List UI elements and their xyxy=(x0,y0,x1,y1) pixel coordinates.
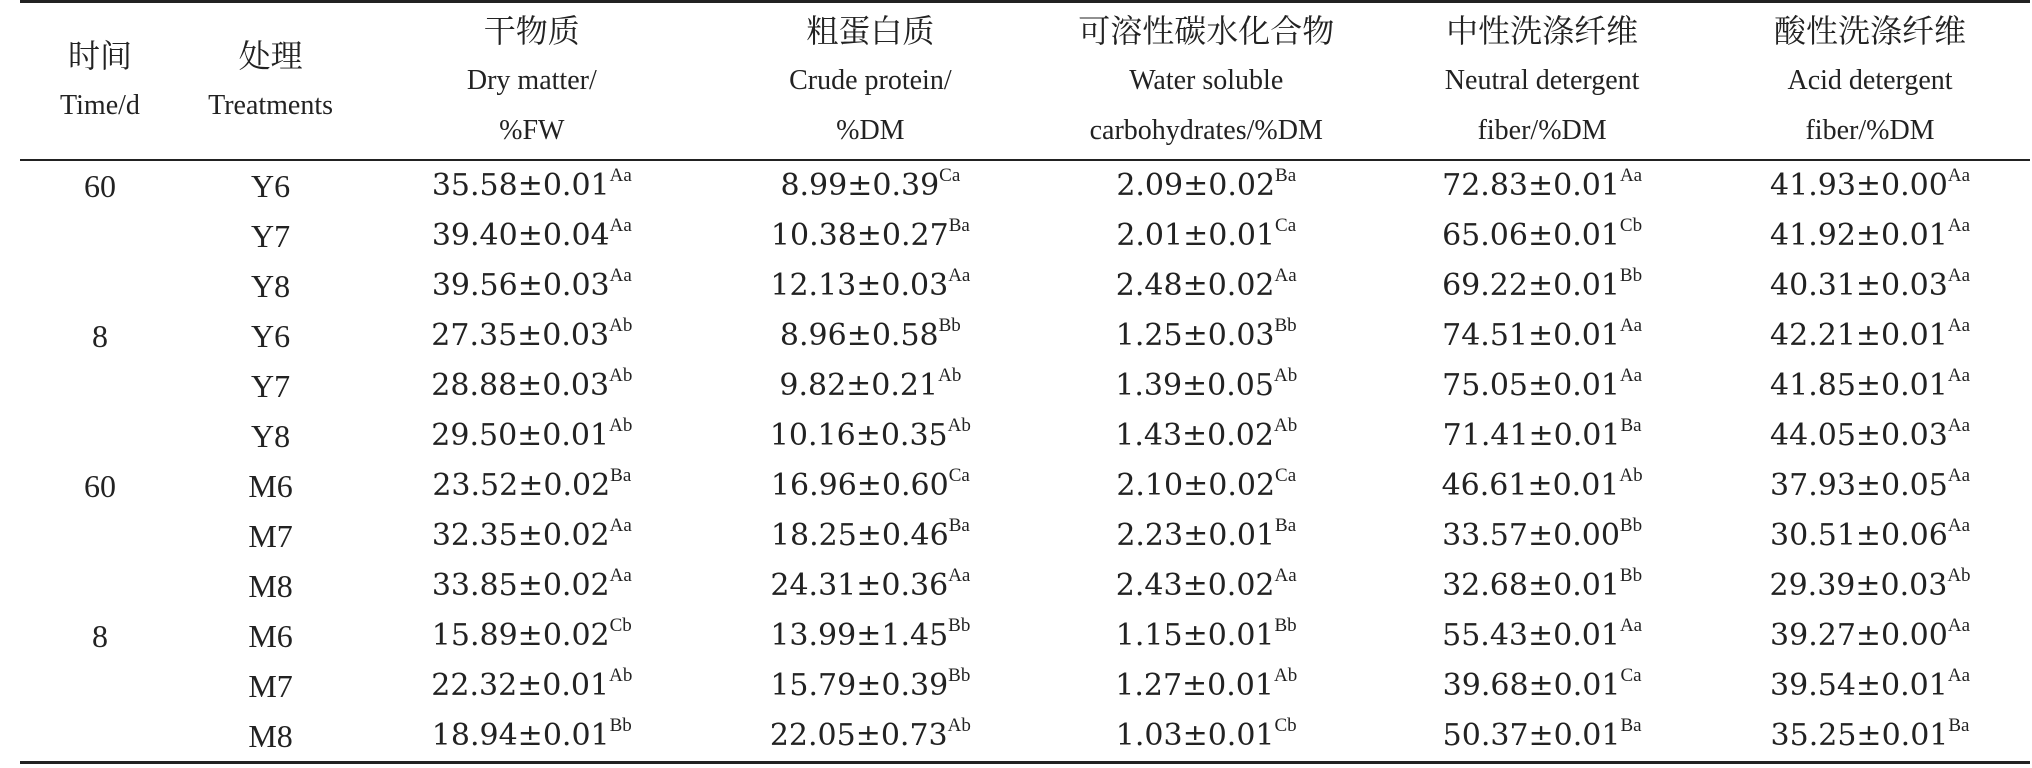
significance-letters: Ca xyxy=(1275,214,1297,236)
cell-ndf xyxy=(1374,561,1710,611)
significance-letters: Aa xyxy=(609,214,632,236)
cell-value: 15.89±0.02 xyxy=(431,617,610,653)
significance-letters: Aa xyxy=(948,564,971,586)
cell-dm xyxy=(361,711,702,763)
cell-wsc xyxy=(1038,661,1374,711)
cell-value: 2.09±0.02 xyxy=(1116,167,1276,203)
header-ndf-unit: fiber/%DM xyxy=(1477,114,1607,146)
header-crude-protein xyxy=(702,2,1038,160)
cell-wsc xyxy=(1038,311,1374,361)
cell-value: 24.31±0.36 xyxy=(770,567,949,603)
cell-wsc xyxy=(1038,611,1374,661)
header-dm-unit: %FW xyxy=(499,114,565,146)
cell-value: 32.68±0.01 xyxy=(1442,567,1620,603)
cell-treatment: M7 xyxy=(248,517,293,554)
significance-letters: Aa xyxy=(1274,264,1297,286)
significance-letters: Cb xyxy=(609,614,632,636)
cell-adf xyxy=(1710,511,2030,561)
cell-adf xyxy=(1710,160,2030,211)
cell-value: 72.83±0.01 xyxy=(1442,167,1620,203)
significance-letters: Ab xyxy=(609,664,633,686)
cell-value: 2.48±0.02 xyxy=(1115,267,1275,303)
significance-letters: Bb xyxy=(948,614,971,636)
cell-value: 15.79±0.39 xyxy=(770,667,949,703)
header-treatments-en: Treatments xyxy=(208,89,334,121)
cell-wsc xyxy=(1038,361,1374,411)
significance-letters: Bb xyxy=(938,314,961,336)
significance-letters: Ba xyxy=(1275,164,1297,186)
cell-time: 60 xyxy=(83,167,116,204)
header-wsc xyxy=(1038,2,1374,160)
cell-value: 9.82±0.21 xyxy=(779,367,939,403)
cell-dm xyxy=(361,511,702,561)
cell-value: 32.35±0.02 xyxy=(431,517,610,553)
header-time xyxy=(20,2,180,160)
cell-treatment: Y7 xyxy=(251,367,291,404)
cell-value: 55.43±0.01 xyxy=(1442,617,1620,653)
cell-dm xyxy=(361,611,702,661)
significance-letters: Aa xyxy=(1947,164,1971,186)
significance-letters: Aa xyxy=(1947,214,1971,236)
cell-value: 44.05±0.03 xyxy=(1770,417,1948,453)
cell-value: 74.51±0.01 xyxy=(1442,317,1620,353)
cell-value: 39.27±0.00 xyxy=(1770,617,1948,653)
table-row xyxy=(20,561,2030,611)
significance-letters: Ab xyxy=(947,714,971,736)
significance-letters: Aa xyxy=(609,514,632,536)
cell-time: 60 xyxy=(83,467,116,504)
significance-letters: Aa xyxy=(1947,364,1971,386)
cell-ndf xyxy=(1374,160,1710,211)
significance-letters: Aa xyxy=(1947,514,1971,536)
table-row xyxy=(20,411,2030,461)
cell-adf xyxy=(1710,461,2030,511)
cell-ndf xyxy=(1374,261,1710,311)
significance-letters: Ab xyxy=(1619,464,1643,486)
cell-ndf xyxy=(1374,511,1710,561)
cell-adf xyxy=(1710,661,2030,711)
cell-value: 18.25±0.46 xyxy=(770,517,949,553)
cell-adf xyxy=(1710,411,2030,461)
cell-value: 22.05±0.73 xyxy=(769,717,948,753)
cell-ndf xyxy=(1374,411,1710,461)
cell-value: 30.51±0.06 xyxy=(1770,517,1948,553)
cell-time xyxy=(20,511,180,561)
significance-letters: Ba xyxy=(1620,414,1642,436)
cell-value: 8.96±0.58 xyxy=(779,317,939,353)
cell-value: 2.01±0.01 xyxy=(1116,217,1276,253)
table-row xyxy=(20,311,2030,361)
significance-letters: Ba xyxy=(948,514,970,536)
significance-letters: Ab xyxy=(947,414,971,436)
significance-letters: Ba xyxy=(610,464,632,486)
significance-letters: Ab xyxy=(1273,414,1298,436)
significance-letters: Ba xyxy=(1948,714,1970,736)
cell-value: 1.03±0.01 xyxy=(1115,717,1275,753)
cell-value: 10.16±0.35 xyxy=(769,417,948,453)
cell-wsc xyxy=(1038,711,1374,763)
significance-letters: Bb xyxy=(1274,314,1297,336)
cell-value: 75.05±0.01 xyxy=(1442,367,1620,403)
cell-cp xyxy=(702,311,1038,361)
significance-letters: Aa xyxy=(1947,264,1971,286)
cell-value: 29.50±0.01 xyxy=(431,417,610,453)
cell-value: 1.15±0.01 xyxy=(1115,617,1275,653)
cell-dm xyxy=(361,211,702,261)
cell-treatment: Y8 xyxy=(251,417,291,454)
cell-value: 16.96±0.60 xyxy=(770,467,949,503)
significance-letters: Aa xyxy=(1619,364,1643,386)
cell-value: 1.25±0.03 xyxy=(1115,317,1275,353)
cell-treatment: M8 xyxy=(248,717,293,754)
header-dry-matter xyxy=(361,2,702,160)
cell-value: 41.92±0.01 xyxy=(1770,217,1948,253)
cell-dm xyxy=(361,411,702,461)
header-time-zh: 时间 xyxy=(67,36,132,75)
significance-letters: Cb xyxy=(1619,214,1643,236)
significance-letters: Ca xyxy=(948,464,970,486)
significance-letters: Aa xyxy=(1619,164,1643,186)
header-adf xyxy=(1710,2,2030,160)
cell-value: 1.43±0.02 xyxy=(1115,417,1274,453)
cell-value: 35.58±0.01 xyxy=(431,167,610,203)
cell-adf xyxy=(1710,311,2030,361)
cell-treatment: M7 xyxy=(248,667,293,704)
header-ndf-zh: 中性洗涤纤维 xyxy=(1446,11,1639,50)
cell-value: 35.25±0.01 xyxy=(1770,717,1949,753)
cell-value: 39.56±0.03 xyxy=(431,267,610,303)
significance-letters: Ab xyxy=(1273,364,1298,386)
header-treatments xyxy=(180,2,361,160)
cell-cp xyxy=(702,160,1038,211)
cell-time xyxy=(20,261,180,311)
header-dm-zh: 干物质 xyxy=(483,11,580,50)
header-treatments-zh: 处理 xyxy=(238,36,303,75)
significance-letters: Cb xyxy=(1274,714,1297,736)
cell-wsc xyxy=(1038,211,1374,261)
cell-value: 8.99±0.39 xyxy=(780,167,940,203)
cell-dm xyxy=(361,661,702,711)
significance-letters: Bb xyxy=(948,664,971,686)
header-cp-unit: %DM xyxy=(836,114,905,146)
cell-adf xyxy=(1710,261,2030,311)
cell-cp xyxy=(702,561,1038,611)
cell-value: 50.37±0.01 xyxy=(1442,717,1621,753)
cell-value: 23.52±0.02 xyxy=(432,467,611,503)
cell-time xyxy=(20,561,180,611)
cell-cp xyxy=(702,361,1038,411)
significance-letters: Ba xyxy=(948,214,970,236)
significance-letters: Aa xyxy=(609,164,632,186)
cell-value: 71.41±0.01 xyxy=(1442,417,1621,453)
cell-value: 12.13±0.03 xyxy=(770,267,949,303)
table-row xyxy=(20,361,2030,411)
significance-letters: Aa xyxy=(609,264,632,286)
table-container xyxy=(20,0,2030,764)
cell-dm xyxy=(361,561,702,611)
cell-value: 18.94±0.01 xyxy=(431,717,610,753)
cell-dm xyxy=(361,160,702,211)
cell-value: 2.10±0.02 xyxy=(1116,467,1276,503)
cell-value: 46.61±0.01 xyxy=(1441,467,1620,503)
significance-letters: Aa xyxy=(948,264,971,286)
header-wsc-unit: carbohydrates/%DM xyxy=(1089,114,1323,146)
table-row xyxy=(20,461,2030,511)
cell-value: 39.68±0.01 xyxy=(1442,667,1621,703)
table-row xyxy=(20,661,2030,711)
cell-treatment: M6 xyxy=(248,617,293,654)
table-row xyxy=(20,160,2030,211)
cell-time: 8 xyxy=(91,317,108,354)
cell-value: 37.93±0.05 xyxy=(1770,467,1948,503)
cell-value: 29.39±0.03 xyxy=(1769,567,1948,603)
significance-letters: Ba xyxy=(1620,714,1642,736)
cell-cp xyxy=(702,661,1038,711)
cell-adf xyxy=(1710,711,2030,763)
header-time-en: Time/d xyxy=(60,89,140,121)
cell-time xyxy=(20,661,180,711)
cell-ndf xyxy=(1374,661,1710,711)
cell-cp xyxy=(702,461,1038,511)
cell-value: 22.32±0.01 xyxy=(431,667,610,703)
cell-ndf xyxy=(1374,611,1710,661)
significance-letters: Aa xyxy=(1274,564,1297,586)
cell-value: 13.99±1.45 xyxy=(770,617,949,653)
significance-letters: Bb xyxy=(1619,264,1643,286)
cell-value: 33.85±0.02 xyxy=(431,567,610,603)
table-row xyxy=(20,511,2030,561)
header-adf-unit: fiber/%DM xyxy=(1805,114,1935,146)
significance-letters: Ab xyxy=(1947,564,1971,586)
cell-ndf xyxy=(1374,361,1710,411)
cell-treatment: Y7 xyxy=(251,217,291,254)
cell-ndf xyxy=(1374,461,1710,511)
cell-value: 2.23±0.01 xyxy=(1116,517,1276,553)
cell-treatment: Y8 xyxy=(251,267,291,304)
significance-letters: Ba xyxy=(1275,514,1297,536)
cell-time: 8 xyxy=(91,617,108,654)
cell-value: 39.54±0.01 xyxy=(1770,667,1948,703)
cell-time xyxy=(20,211,180,261)
cell-value: 28.88±0.03 xyxy=(431,367,610,403)
cell-time xyxy=(20,711,180,763)
table-row xyxy=(20,261,2030,311)
cell-adf xyxy=(1710,561,2030,611)
cell-treatment: Y6 xyxy=(251,317,291,354)
table-header xyxy=(20,2,2030,160)
cell-value: 1.27±0.01 xyxy=(1115,667,1274,703)
significance-letters: Ca xyxy=(1620,664,1642,686)
significance-letters: Ab xyxy=(609,414,633,436)
cell-value: 41.93±0.00 xyxy=(1770,167,1948,203)
significance-letters: Aa xyxy=(1619,314,1643,336)
cell-value: 10.38±0.27 xyxy=(770,217,949,253)
table-row xyxy=(20,711,2030,763)
significance-letters: Aa xyxy=(1947,314,1971,336)
significance-letters: Aa xyxy=(1947,664,1971,686)
cell-value: 40.31±0.03 xyxy=(1770,267,1948,303)
cell-value: 27.35±0.03 xyxy=(431,317,610,353)
cell-wsc xyxy=(1038,261,1374,311)
cell-wsc xyxy=(1038,160,1374,211)
cell-wsc xyxy=(1038,411,1374,461)
significance-letters: Bb xyxy=(1619,564,1643,586)
significance-letters: Aa xyxy=(1947,614,1971,636)
table-body xyxy=(20,160,2030,763)
significance-letters: Bb xyxy=(1274,614,1297,636)
cell-adf xyxy=(1710,211,2030,261)
cell-adf xyxy=(1710,361,2030,411)
significance-letters: Ab xyxy=(609,314,633,336)
cell-dm xyxy=(361,461,702,511)
cell-cp xyxy=(702,411,1038,461)
header-cp-zh: 粗蛋白质 xyxy=(806,11,935,50)
cell-cp xyxy=(702,211,1038,261)
cell-dm xyxy=(361,261,702,311)
header-dm-en: Dry matter/ xyxy=(466,64,597,96)
cell-cp xyxy=(702,261,1038,311)
cell-treatment: M8 xyxy=(248,567,293,604)
cell-cp xyxy=(702,711,1038,763)
significance-letters: Ab xyxy=(938,364,962,386)
nutrient-table xyxy=(20,0,2030,764)
significance-letters: Ab xyxy=(609,364,633,386)
significance-letters: Bb xyxy=(1619,514,1643,536)
significance-letters: Aa xyxy=(1619,614,1643,636)
cell-value: 41.85±0.01 xyxy=(1770,367,1948,403)
significance-letters: Aa xyxy=(1947,414,1971,436)
significance-letters: Ab xyxy=(1273,664,1298,686)
cell-treatment: M6 xyxy=(248,467,293,504)
header-cp-en: Crude protein/ xyxy=(789,64,952,96)
cell-ndf xyxy=(1374,711,1710,763)
header-ndf xyxy=(1374,2,1710,160)
header-ndf-en: Neutral detergent xyxy=(1444,64,1640,96)
cell-ndf xyxy=(1374,211,1710,261)
cell-value: 1.39±0.05 xyxy=(1115,367,1274,403)
cell-value: 65.06±0.01 xyxy=(1442,217,1620,253)
cell-dm xyxy=(361,361,702,411)
cell-dm xyxy=(361,311,702,361)
cell-time xyxy=(20,361,180,411)
header-adf-zh: 酸性洗涤纤维 xyxy=(1774,11,1967,50)
cell-wsc xyxy=(1038,561,1374,611)
significance-letters: Bb xyxy=(609,714,632,736)
table-row xyxy=(20,211,2030,261)
table-row xyxy=(20,611,2030,661)
header-wsc-en: Water soluble xyxy=(1129,64,1284,96)
header-wsc-zh: 可溶性碳水化合物 xyxy=(1078,11,1335,50)
cell-value: 2.43±0.02 xyxy=(1115,567,1275,603)
cell-treatment: Y6 xyxy=(251,167,291,204)
cell-cp xyxy=(702,611,1038,661)
cell-value: 69.22±0.01 xyxy=(1442,267,1620,303)
cell-cp xyxy=(702,511,1038,561)
cell-wsc xyxy=(1038,461,1374,511)
significance-letters: Ca xyxy=(939,164,961,186)
cell-adf xyxy=(1710,611,2030,661)
cell-value: 42.21±0.01 xyxy=(1770,317,1948,353)
cell-value: 39.40±0.04 xyxy=(431,217,610,253)
header-adf-en: Acid detergent xyxy=(1787,64,1953,96)
cell-wsc xyxy=(1038,511,1374,561)
cell-value: 33.57±0.00 xyxy=(1442,517,1620,553)
significance-letters: Aa xyxy=(1947,464,1971,486)
significance-letters: Ca xyxy=(1275,464,1297,486)
cell-ndf xyxy=(1374,311,1710,361)
significance-letters: Aa xyxy=(609,564,632,586)
cell-time xyxy=(20,411,180,461)
